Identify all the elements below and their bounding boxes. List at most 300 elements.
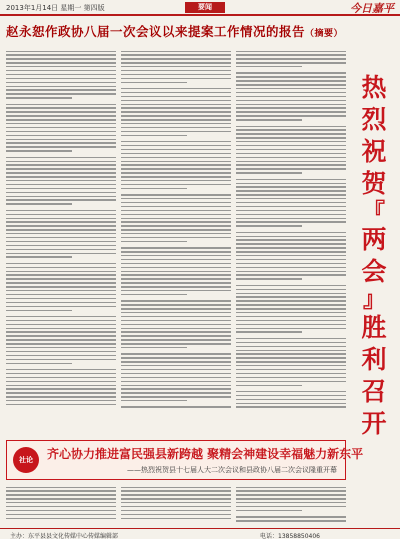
text-line [236,183,346,184]
banner-char: 烈 [361,105,387,134]
text-line [121,290,231,291]
text-line [236,274,346,275]
text-line [6,225,116,226]
text-line [236,149,346,150]
text-line [121,92,231,93]
text-line [121,127,231,128]
text-line [6,363,72,364]
text-line [6,54,116,55]
text-line [6,490,116,491]
text-line [6,70,116,71]
text-line [6,316,116,317]
text-line [236,206,346,207]
text-line [236,115,346,116]
text-line [6,381,116,382]
text-line [6,66,116,67]
text-line [236,316,346,317]
text-line [236,353,346,354]
text-line [236,324,346,325]
text-line [121,381,231,382]
text-line [6,150,72,151]
text-line [236,172,302,173]
text-line [236,111,346,112]
text-line [6,388,116,389]
text-line [236,92,346,93]
text-line [236,490,346,491]
banner-char: 胜 [361,313,387,342]
text-line [6,214,116,215]
text-line [6,502,116,503]
text-line [236,190,346,191]
text-line [121,373,231,374]
text-line [121,131,231,132]
text-line [121,233,231,234]
text-line [121,180,231,181]
text-line [236,278,302,279]
text-line [6,298,116,299]
text-line [6,184,116,185]
text-line [121,335,231,336]
text-line [121,172,231,173]
text-line [6,196,116,197]
text-line [121,218,231,219]
text-line [6,404,116,405]
article-column [6,48,116,438]
issue-date: 2013年1月14日 星期一 第四版 [6,4,105,12]
text-line [236,107,346,108]
text-line [121,96,231,97]
text-line [121,518,231,519]
text-line [236,168,346,169]
text-line [6,210,116,211]
text-line [121,229,231,230]
banner-char: 祝 [361,137,387,166]
text-line [6,328,116,329]
text-line [121,104,231,105]
text-line [121,514,231,515]
text-line [121,263,231,264]
text-line [6,339,116,340]
text-line [236,357,346,358]
text-line [236,198,346,199]
text-line [121,353,231,354]
banner-char: 开 [361,409,387,438]
report-headline [6,22,346,40]
text-line [6,127,116,128]
text-line [6,487,116,488]
text-line [236,300,346,301]
text-line [6,107,116,108]
text-line [6,286,116,287]
text-line [6,199,116,200]
text-line [236,225,302,226]
text-line [236,377,346,378]
editorial-column [236,484,346,524]
text-line [121,221,231,222]
text-line [6,119,116,120]
text-line [121,392,231,393]
text-line [121,377,231,378]
text-line [6,263,116,264]
text-line [6,93,116,94]
text-line [121,487,231,488]
editorial-box [6,440,364,480]
text-line [236,516,346,517]
article-body [6,48,346,438]
text-line [236,255,346,256]
footer-sponsor: 主办：东平县县文化传媒中心传媒编辑部 [10,533,119,539]
text-line [121,251,231,252]
text-line [6,494,116,495]
editorial-subtitle: ——热烈祝贺县十七届人大二次会议和县政协八届二次会议隆重开幕 [127,466,337,474]
text-line [236,96,346,97]
text-line [6,142,116,143]
text-line [6,385,116,386]
text-line [236,342,346,343]
text-line [6,241,116,242]
text-line [6,139,116,140]
text-line [236,247,346,248]
text-line [236,157,346,158]
editorial-column [121,484,231,524]
page-footer [0,528,400,539]
text-line [236,263,346,264]
text-line [121,214,231,215]
text-line [121,145,231,146]
text-line [236,296,346,297]
text-line [121,361,231,362]
editorial-column [6,484,116,524]
text-line [6,359,116,360]
text-line [236,221,346,222]
text-line [6,331,116,332]
text-line [6,274,116,275]
text-line [236,218,346,219]
text-line [236,346,346,347]
text-line [121,343,231,344]
text-line [236,232,346,233]
text-line [236,210,346,211]
text-line [121,111,231,112]
text-line [6,192,116,193]
text-line [236,267,346,268]
text-line [6,282,116,283]
masthead [0,0,400,16]
text-line [6,74,116,75]
text-line [6,146,116,147]
text-line [121,100,231,101]
text-line [236,80,346,81]
banner-char: 热 [361,73,387,102]
text-line [6,271,116,272]
text-line [236,202,346,203]
newspaper-logo: 今日嘉平 [350,2,394,15]
text-line [6,233,116,234]
article-column [236,48,346,438]
text-line [121,176,231,177]
text-line [121,388,231,389]
text-line [6,111,116,112]
banner-char: 会 [361,257,387,286]
text-line [236,145,346,146]
text-line [121,119,231,120]
banner-char: 召 [361,377,387,406]
text-line [121,255,231,256]
text-line [236,510,302,511]
text-line [121,286,231,287]
text-line [236,126,346,127]
text-line [6,203,72,204]
text-line [121,278,231,279]
text-line [6,302,116,303]
text-line [121,210,231,211]
text-line [121,194,231,195]
text-line [236,520,346,521]
text-line [236,76,346,77]
text-line [6,135,116,136]
text-line [236,129,346,130]
text-line [6,324,116,325]
text-line [236,164,346,165]
text-line [121,339,231,340]
text-line [6,343,116,344]
banner-char: 两 [361,225,387,254]
text-line [236,308,346,309]
text-line [121,168,231,169]
text-line [121,225,231,226]
text-line [6,51,116,52]
text-line [236,179,346,180]
text-line [6,369,116,370]
text-line [236,243,346,244]
text-line [121,385,231,386]
text-line [6,310,72,311]
text-line [6,161,116,162]
text-line [6,123,116,124]
text-line [236,369,346,370]
text-line [6,253,116,254]
text-line [121,161,231,162]
text-line [121,365,231,366]
text-line [121,74,231,75]
text-line [236,137,346,138]
text-line [121,267,231,268]
text-line [121,396,231,397]
text-line [6,498,116,499]
text-line [6,392,116,393]
text-line [6,82,116,83]
text-line [121,282,231,283]
text-line [6,355,116,356]
text-line [6,278,116,279]
text-line [236,51,346,52]
text-line [6,256,72,257]
text-line [121,498,231,499]
text-line [121,304,231,305]
text-line [236,119,302,120]
text-line [236,66,302,67]
text-line [121,66,231,67]
text-line [6,377,116,378]
text-line [6,306,116,307]
text-line [121,78,231,79]
text-line [236,304,346,305]
text-line [121,328,231,329]
text-line [236,385,302,386]
text-line [236,498,346,499]
text-line [236,395,346,396]
text-line [6,164,116,165]
text-line [236,312,346,313]
text-line [6,62,116,63]
text-line [121,320,231,321]
text-line [121,164,231,165]
text-line [121,369,231,370]
text-line [121,198,231,199]
text-line [6,97,72,98]
text-line [6,373,116,374]
text-line [236,100,346,101]
text-line [121,316,231,317]
text-line [236,194,346,195]
text-line [121,300,231,301]
footer-phone: 电话：13858850406 [260,533,320,539]
text-line [236,381,346,382]
text-line [6,176,116,177]
text-line [6,510,116,511]
text-line [236,88,346,89]
text-line [6,172,116,173]
text-line [121,331,231,332]
text-line [236,72,346,73]
text-line [121,157,231,158]
text-line [6,396,116,397]
banner-char: 『 [362,199,385,225]
text-line [236,494,346,495]
text-line [236,58,346,59]
headline-suffix: （摘要） [305,29,344,39]
text-line [236,328,346,329]
text-line [121,510,231,511]
text-line [236,403,346,404]
text-line [236,338,346,339]
text-line [121,241,187,242]
text-line [6,188,116,189]
text-line [121,62,231,63]
text-line [121,312,231,313]
text-line [121,506,231,507]
text-line [6,335,116,336]
text-line [236,399,346,400]
text-line [6,506,116,507]
text-line [121,54,231,55]
text-line [236,502,346,503]
text-line [121,400,187,401]
banner-char: 贺 [361,169,387,198]
text-line [6,245,116,246]
text-line [121,324,231,325]
text-line [121,502,231,503]
text-line [6,168,116,169]
text-line [236,391,346,392]
text-line [121,70,231,71]
text-line [121,51,231,52]
text-line [121,271,231,272]
text-line [236,285,346,286]
text-line [121,206,231,207]
text-line [6,180,116,181]
text-line [6,104,116,105]
text-line [121,123,231,124]
banner-char: 利 [361,345,387,374]
text-line [236,506,346,507]
text-line [6,518,116,519]
text-line [236,406,346,407]
editorial-body [6,484,346,524]
text-line [236,487,346,488]
text-line [121,274,231,275]
text-line [6,514,116,515]
text-line [121,107,231,108]
text-line [236,161,346,162]
text-line [6,320,116,321]
text-line [121,294,187,295]
text-line [6,249,116,250]
text-line [6,351,116,352]
text-line [236,251,346,252]
text-line [6,400,116,401]
text-line [121,357,231,358]
editorial-title: 齐心协力推进富民强县新跨越 聚精会神建设幸福魅力新东平 [47,447,364,461]
text-line [121,490,231,491]
text-line [6,347,116,348]
text-line [121,82,187,83]
text-line [236,133,346,134]
banner-char: 』 [362,287,385,313]
section-badge: 要闻 [185,2,225,13]
text-line [121,184,231,185]
text-line [6,157,116,158]
text-line [121,149,231,150]
headline-main: 赵永恕作政协八届一次会议以来提案工作情况的报告 [6,24,306,39]
text-line [121,202,231,203]
text-line [6,229,116,230]
text-line [236,365,346,366]
text-line [121,347,187,348]
article-column [121,48,231,438]
text-line [236,361,346,362]
text-line [121,308,231,309]
text-line [236,236,346,237]
text-line [121,188,187,189]
text-line [6,221,116,222]
text-line [121,88,231,89]
text-line [6,78,116,79]
text-line [121,153,231,154]
text-line [121,115,231,116]
text-line [236,259,346,260]
text-line [121,247,231,248]
text-line [6,115,116,116]
text-line [121,494,231,495]
text-line [121,141,231,142]
text-line [121,259,231,260]
text-line [236,239,346,240]
text-line [6,294,116,295]
editorial-tag: 社论 [13,447,39,473]
text-line [6,237,116,238]
text-line [6,218,116,219]
